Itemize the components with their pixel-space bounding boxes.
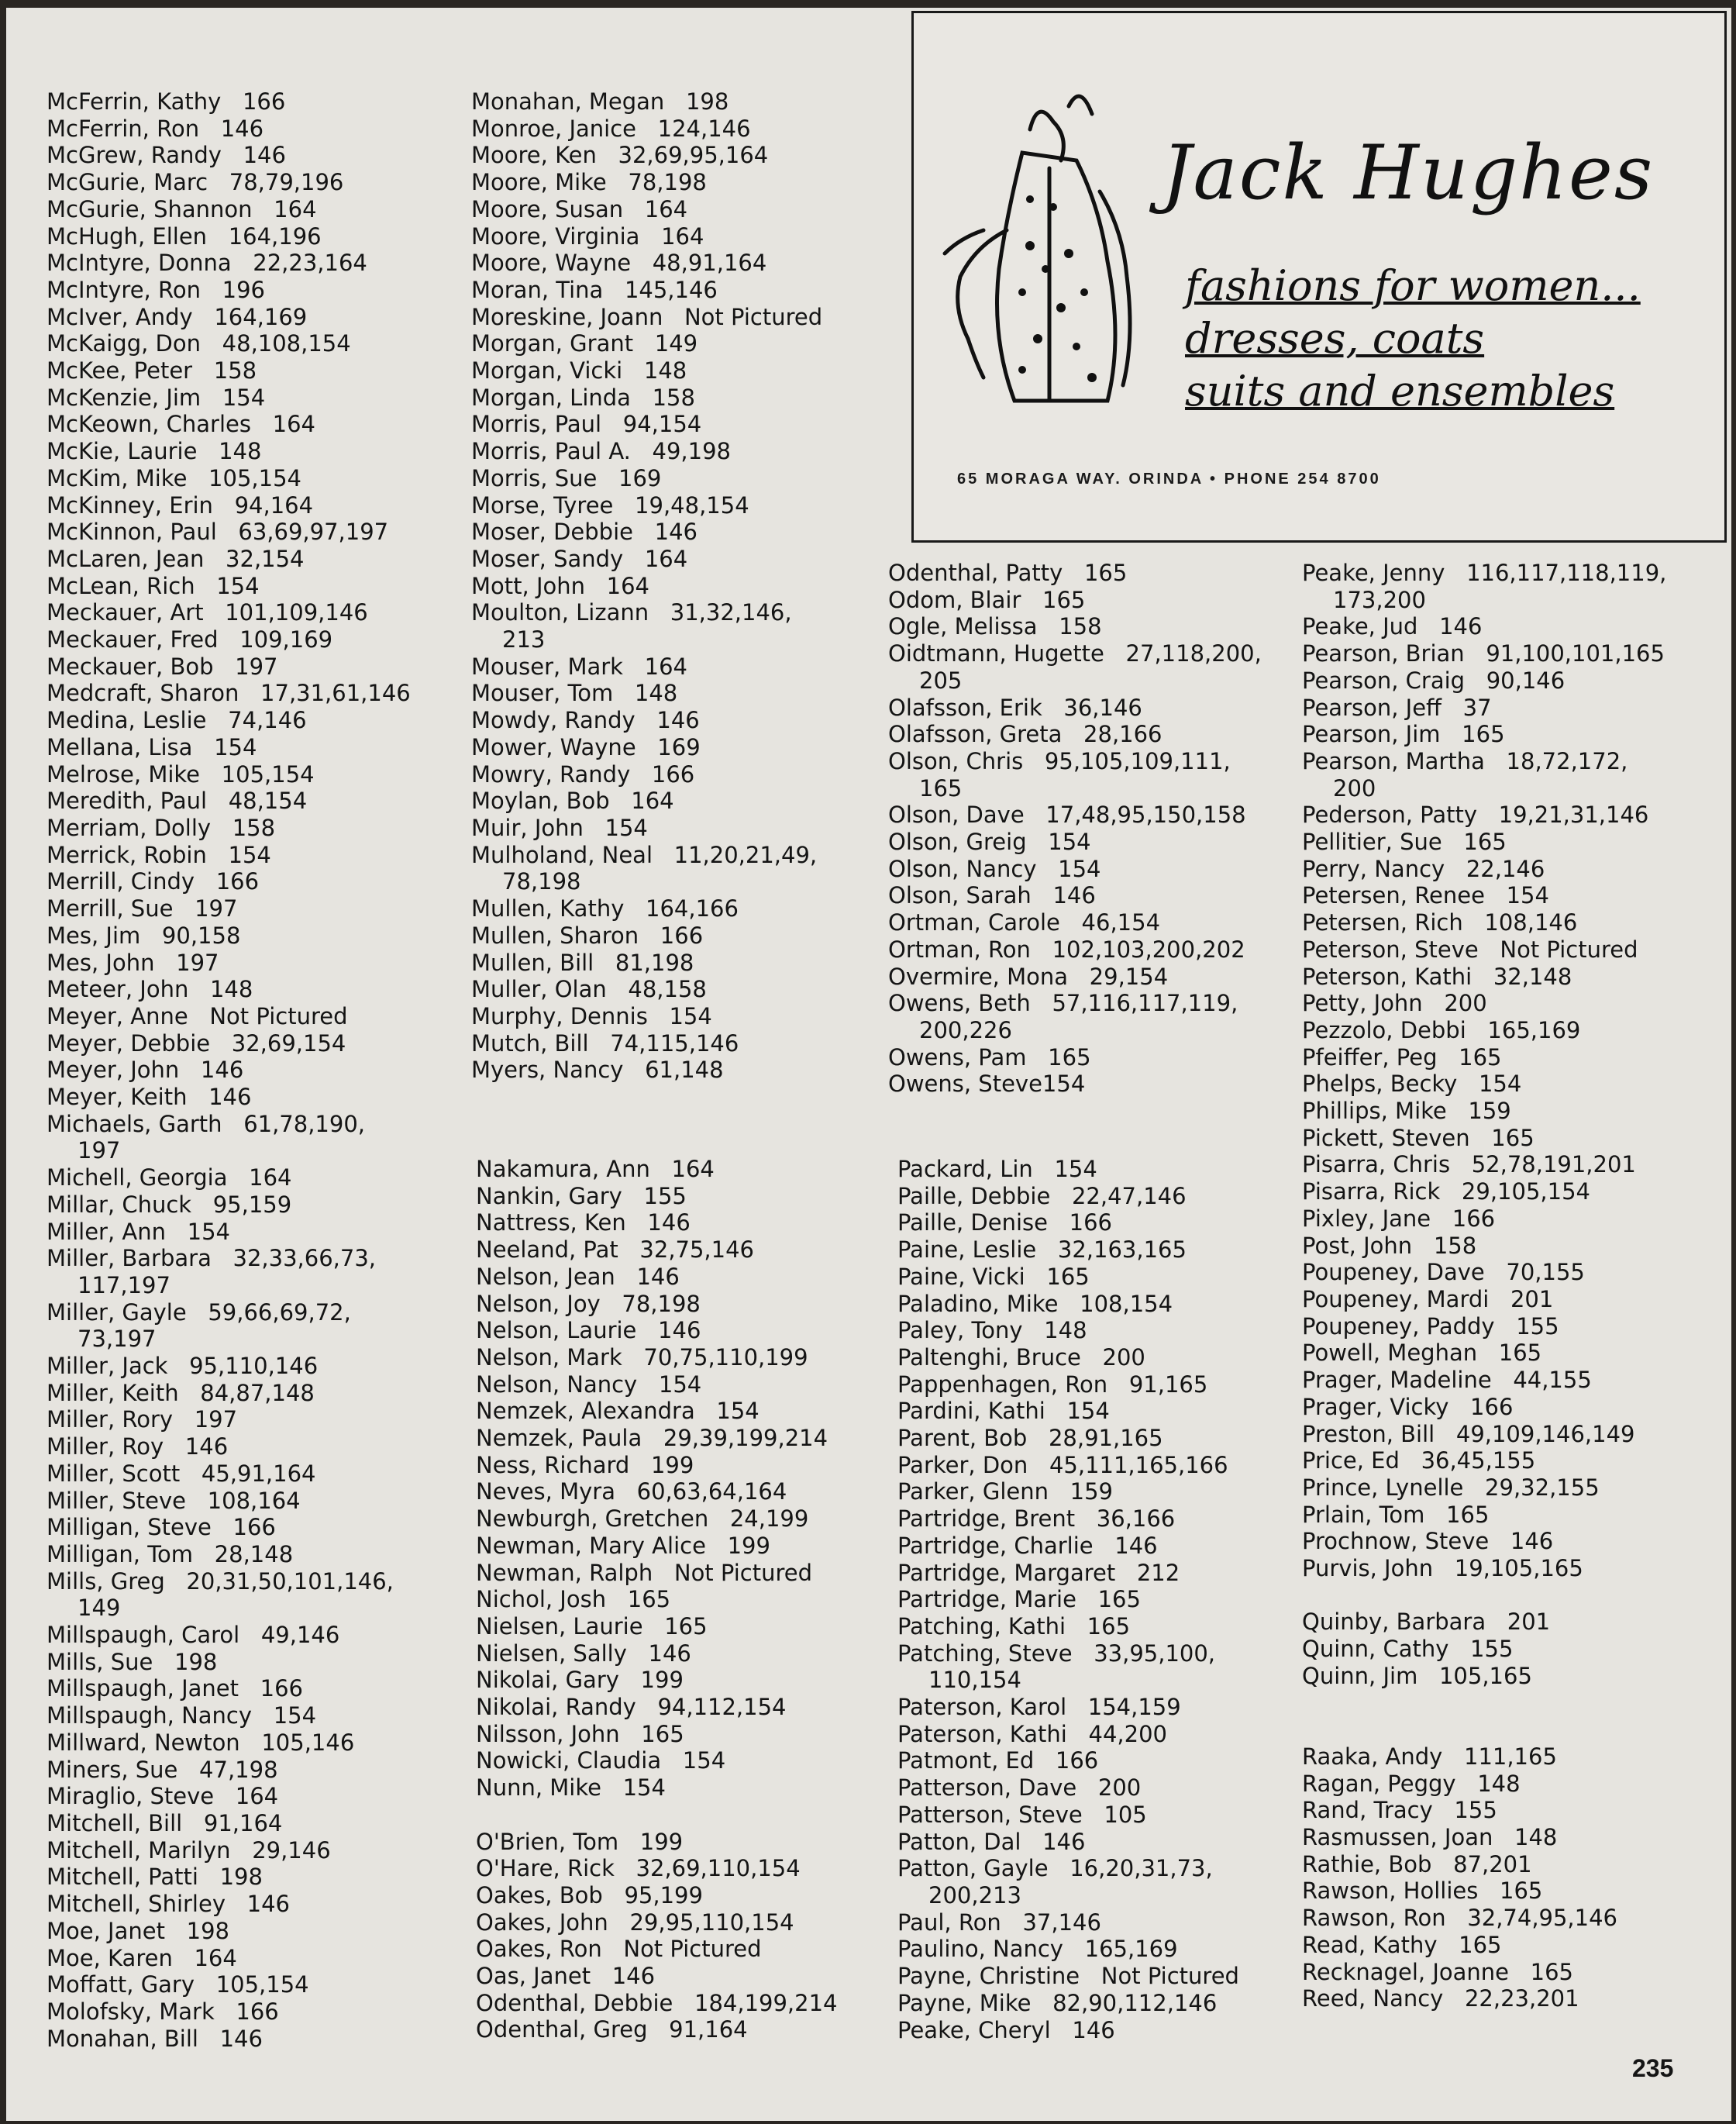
- index-entry: Mes, John 197: [46, 949, 219, 976]
- index-entry: Mower, Wayne 169: [471, 733, 701, 760]
- index-entry: McKeown, Charles 164: [46, 411, 315, 438]
- index-entry: Raaka, Andy 111,165: [1302, 1743, 1557, 1770]
- index-entry: Odom, Blair 165: [888, 586, 1086, 613]
- index-entry: Partridge, Marie 165: [897, 1586, 1141, 1613]
- index-entry: Paley, Tony 148: [897, 1317, 1087, 1344]
- index-entry: Owens, Pam 165: [888, 1043, 1091, 1071]
- index-entry: Parent, Bob 28,91,165: [897, 1425, 1163, 1452]
- index-entry: McGurie, Shannon 164: [46, 195, 317, 222]
- index-entry: Millspaugh, Carol 49,146: [46, 1622, 340, 1649]
- index-entry: Prager, Vicky 166: [1302, 1393, 1514, 1420]
- index-entry: Rasmussen, Joan 148: [1302, 1824, 1558, 1850]
- index-entry: Michell, Georgia 164: [46, 1164, 292, 1191]
- index-entry: McGrew, Randy 146: [46, 142, 286, 169]
- index-entry: 173,200: [1333, 586, 1426, 613]
- index-entry: Odenthal, Patty 165: [888, 560, 1128, 586]
- index-entry: Nowicki, Claudia 154: [476, 1747, 726, 1774]
- index-entry: Pappenhagen, Ron 91,165: [897, 1371, 1208, 1398]
- index-entry: Oakes, Bob 95,199: [476, 1881, 703, 1908]
- index-entry: Morse, Tyree 19,48,154: [471, 491, 749, 519]
- index-entry: McKinney, Erin 94,164: [46, 491, 314, 519]
- index-entry: Nelson, Mark 70,75,110,199: [476, 1343, 808, 1371]
- index-entry: Moe, Karen 164: [46, 1944, 237, 1971]
- index-entry: 205: [919, 667, 963, 694]
- index-entry: Ortman, Ron 102,103,200,202: [888, 936, 1245, 963]
- index-entry: Rawson, Ron 32,74,95,146: [1302, 1905, 1618, 1932]
- index-entry: Millward, Newton 105,146: [46, 1729, 355, 1756]
- index-entry: 197: [78, 1137, 121, 1164]
- index-entry: Monahan, Megan 198: [471, 88, 729, 115]
- index-entry: Milligan, Steve 166: [46, 1514, 276, 1541]
- index-entry: 110,154: [928, 1667, 1021, 1694]
- index-entry: Nikolai, Gary 199: [476, 1667, 684, 1694]
- index-entry: Meckauer, Art 101,109,146: [46, 599, 368, 626]
- index-entry: Pfeiffer, Peg 165: [1302, 1043, 1502, 1071]
- index-entry: Paladino, Mike 108,154: [897, 1290, 1173, 1317]
- index-entry: Merrill, Sue 197: [46, 895, 238, 922]
- index-entry: Merriam, Dolly 158: [46, 814, 276, 841]
- index-entry: Owens, Steve154: [888, 1071, 1086, 1098]
- index-entry: Odenthal, Debbie 184,199,214: [476, 1989, 838, 2016]
- index-entry: Miller, Rory 197: [46, 1406, 238, 1433]
- index-entry: Monahan, Bill 146: [46, 2025, 263, 2052]
- index-entry: Morgan, Grant 149: [471, 330, 698, 357]
- index-entry: Peterson, Kathi 32,148: [1302, 963, 1572, 990]
- index-entry: Morgan, Vicki 148: [471, 357, 687, 384]
- index-entry: Packard, Lin 154: [897, 1156, 1097, 1182]
- index-entry: Miller, Barbara 32,33,66,73,: [46, 1245, 376, 1272]
- index-entry: Mitchell, Patti 198: [46, 1864, 263, 1891]
- index-entry: Paterson, Kathi 44,200: [897, 1720, 1167, 1747]
- index-entry: Patterson, Dave 200: [897, 1774, 1142, 1802]
- index-entry: McFerrin, Ron 146: [46, 115, 264, 142]
- index-entry: Meckauer, Fred 109,169: [46, 626, 333, 653]
- index-entry: Overmire, Mona 29,154: [888, 963, 1169, 990]
- index-entry: Peake, Cheryl 146: [897, 2016, 1115, 2043]
- index-entry: McIntyre, Donna 22,23,164: [46, 250, 367, 277]
- index-entry: Poupeney, Mardi 201: [1302, 1285, 1554, 1312]
- index-entry: Meyer, Keith 146: [46, 1084, 252, 1111]
- index-entry: Patton, Dal 146: [897, 1828, 1086, 1855]
- index-entry: Partridge, Brent 36,166: [897, 1505, 1176, 1533]
- advertisement-box: [911, 11, 1727, 543]
- index-entry: Mills, Greg 20,31,50,101,146,: [46, 1567, 394, 1595]
- index-entry: Millspaugh, Janet 166: [46, 1675, 304, 1702]
- index-entry: Merrill, Cindy 166: [46, 868, 260, 895]
- index-entry: Moser, Debbie 146: [471, 519, 698, 546]
- index-entry: Paille, Debbie 22,47,146: [897, 1182, 1187, 1209]
- ad-tagline-3: suits and ensembles: [1185, 367, 1615, 415]
- index-entry: Post, John 158: [1302, 1232, 1477, 1259]
- ad-tagline-2: dresses, coats: [1185, 314, 1485, 363]
- index-entry: Neves, Myra 60,63,64,164: [476, 1478, 787, 1505]
- index-entry: Pearson, Martha 18,72,172,: [1302, 747, 1628, 774]
- index-entry: Moe, Janet 198: [46, 1917, 229, 1944]
- index-entry: McFerrin, Kathy 166: [46, 88, 286, 115]
- index-entry: McKaigg, Don 48,108,154: [46, 330, 351, 357]
- index-entry: Miraglio, Steve 164: [46, 1783, 279, 1810]
- index-entry: [1302, 1582, 1666, 1609]
- index-entry: Phelps, Becky 154: [1302, 1071, 1522, 1098]
- index-column-4: [1302, 560, 1666, 2012]
- index-entry: Poupeney, Paddy 155: [1302, 1312, 1559, 1340]
- index-entry: Pisarra, Chris 52,78,191,201: [1302, 1151, 1636, 1178]
- index-entry: Olson, Dave 17,48,95,150,158: [888, 802, 1246, 829]
- index-entry: Payne, Mike 82,90,112,146: [897, 1989, 1218, 2016]
- index-entry: Preston, Bill 49,109,146,149: [1302, 1420, 1635, 1447]
- ad-title: Jack Hughes: [1162, 129, 1655, 216]
- index-entry: Merrick, Robin 154: [46, 841, 271, 868]
- index-entry: Poupeney, Dave 70,155: [1302, 1259, 1585, 1286]
- index-entry: Moore, Virginia 164: [471, 222, 704, 250]
- index-entry: Nelson, Jean 146: [476, 1263, 680, 1290]
- index-entry: Peake, Jud 146: [1302, 613, 1483, 640]
- index-entry: McKinnon, Paul 63,69,97,197: [46, 519, 389, 546]
- index-entry: Ragan, Peggy 148: [1302, 1770, 1521, 1797]
- index-entry: Meckauer, Bob 197: [46, 653, 278, 680]
- index-entry: Parker, Glenn 159: [897, 1478, 1113, 1505]
- index-entry: Pezzolo, Debbi 165,169: [1302, 1016, 1581, 1043]
- index-entry: McHugh, Ellen 164,196: [46, 222, 322, 250]
- index-entry: Mutch, Bill 74,115,146: [471, 1029, 739, 1057]
- index-entry: Pixley, Jane 166: [1302, 1205, 1496, 1232]
- index-entry: Payne, Christine Not Pictured: [897, 1963, 1239, 1990]
- index-entry: Mitchell, Shirley 146: [46, 1891, 291, 1918]
- index-entry: 117,197: [78, 1271, 170, 1298]
- index-entry: Moffatt, Gary 105,154: [46, 1971, 309, 1998]
- index-entry: Miller, Roy 146: [46, 1433, 229, 1460]
- index-entry: 200: [1333, 774, 1376, 802]
- index-entry: Paltenghi, Bruce 200: [897, 1343, 1145, 1371]
- index-entry: McLaren, Jean 32,154: [46, 545, 305, 572]
- index-entry: Prager, Madeline 44,155: [1302, 1367, 1592, 1394]
- index-entry: McKim, Mike 105,154: [46, 464, 301, 491]
- index-entry: Pellitier, Sue 165: [1302, 829, 1507, 856]
- index-entry: Rand, Tracy 155: [1302, 1797, 1497, 1824]
- index-entry: Patching, Steve 33,95,100,: [897, 1640, 1216, 1667]
- index-entry: McKenzie, Jim 154: [46, 384, 266, 411]
- index-entry: Ogle, Melissa 158: [888, 613, 1102, 640]
- index-entry: Nelson, Nancy 154: [476, 1371, 702, 1398]
- index-entry: Mowdy, Randy 146: [471, 707, 700, 734]
- index-entry: McKie, Laurie 148: [46, 438, 262, 465]
- index-entry: Michaels, Garth 61,78,190,: [46, 1110, 365, 1137]
- index-entry: Meyer, Anne Not Pictured: [46, 1002, 348, 1029]
- index-entry: Olson, Chris 95,105,109,111,: [888, 747, 1231, 774]
- index-page: [6, 8, 1731, 2121]
- index-entry: Moran, Tina 145,146: [471, 276, 718, 303]
- index-entry: Purvis, John 19,105,165: [1302, 1555, 1583, 1582]
- index-column-1: [46, 88, 411, 2052]
- index-entry: Odenthal, Greg 91,164: [476, 2016, 748, 2043]
- index-entry: Millspaugh, Nancy 154: [46, 1702, 317, 1729]
- index-entry: Moreskine, Joann Not Pictured: [471, 303, 823, 330]
- index-entry: Perry, Nancy 22,146: [1302, 855, 1545, 882]
- index-entry: Powell, Meghan 165: [1302, 1340, 1542, 1367]
- index-entry: Medina, Leslie 74,146: [46, 707, 307, 734]
- index-entry: Mott, John 164: [471, 572, 650, 599]
- index-entry: Murphy, Dennis 154: [471, 1002, 712, 1029]
- index-entry: Pardini, Kathi 154: [897, 1398, 1110, 1425]
- index-entry: [476, 1802, 838, 1829]
- index-entry: Mullen, Sharon 166: [471, 922, 704, 949]
- index-entry: Mitchell, Marilyn 29,146: [46, 1836, 331, 1864]
- index-entry: Ortman, Carole 46,154: [888, 909, 1161, 936]
- index-entry: Paterson, Karol 154,159: [897, 1694, 1181, 1721]
- index-entry: Morris, Paul 94,154: [471, 411, 702, 438]
- index-entry: Partridge, Charlie 146: [897, 1532, 1158, 1559]
- index-entry: Oakes, Ron Not Pictured: [476, 1936, 762, 1963]
- index-entry: Prlain, Tom 165: [1302, 1501, 1490, 1528]
- index-entry: McIver, Andy 164,169: [46, 303, 308, 330]
- index-entry: Miller, Steve 108,164: [46, 1487, 301, 1514]
- dress-illustration: [914, 13, 1162, 447]
- index-entry: [1302, 1690, 1666, 1717]
- index-entry: Oakes, John 29,95,110,154: [476, 1908, 794, 1936]
- index-column-2: [471, 88, 822, 1084]
- index-entry: Nelson, Laurie 146: [476, 1317, 701, 1344]
- index-entry: Rawson, Hollies 165: [1302, 1877, 1543, 1905]
- index-entry: Morris, Sue 169: [471, 464, 662, 491]
- index-entry: Ness, Richard 199: [476, 1451, 694, 1478]
- index-entry: Meyer, Debbie 32,69,154: [46, 1029, 346, 1057]
- index-column-3-lower: [897, 1156, 1239, 2043]
- index-entry: Miller, Scott 45,91,164: [46, 1460, 316, 1487]
- index-entry: Pisarra, Rick 29,105,154: [1302, 1178, 1590, 1205]
- index-entry: Patterson, Steve 105: [897, 1801, 1147, 1828]
- index-entry: Nilsson, John 165: [476, 1720, 684, 1747]
- index-entry: Quinby, Barbara 201: [1302, 1609, 1551, 1636]
- index-column-2-lower: [476, 1156, 838, 2043]
- index-entry: Miller, Ann 154: [46, 1218, 230, 1245]
- index-entry: O'Hare, Rick 32,69,110,154: [476, 1855, 801, 1882]
- index-entry: Nemzek, Alexandra 154: [476, 1398, 760, 1425]
- index-entry: Meteer, John 148: [46, 976, 253, 1003]
- index-entry: Moore, Wayne 48,91,164: [471, 250, 767, 277]
- index-entry: Mulholand, Neal 11,20,21,49,: [471, 841, 818, 868]
- index-entry: 213: [502, 626, 546, 653]
- index-entry: Pearson, Jeff 37: [1302, 694, 1492, 721]
- index-entry: Nankin, Gary 155: [476, 1182, 687, 1209]
- index-entry: Myers, Nancy 61,148: [471, 1057, 724, 1084]
- index-entry: Recknagel, Joanne 165: [1302, 1958, 1573, 1985]
- index-entry: Reed, Nancy 22,23,201: [1302, 1985, 1579, 2012]
- index-entry: Miners, Sue 47,198: [46, 1756, 278, 1783]
- index-entry: Moser, Sandy 164: [471, 545, 688, 572]
- index-entry: 78,198: [502, 868, 581, 895]
- index-entry: 200,213: [928, 1881, 1021, 1908]
- index-entry: Mills, Sue 198: [46, 1648, 218, 1675]
- index-entry: Nelson, Joy 78,198: [476, 1290, 701, 1317]
- index-entry: Oidtmann, Hugette 27,118,200,: [888, 640, 1262, 667]
- index-entry: Peake, Jenny 116,117,118,119,: [1302, 560, 1667, 586]
- index-entry: Olson, Sarah 146: [888, 882, 1096, 909]
- index-entry: Moulton, Lizann 31,32,146,: [471, 599, 792, 626]
- index-entry: Monroe, Janice 124,146: [471, 115, 751, 142]
- index-entry: Petersen, Rich 108,146: [1302, 909, 1578, 936]
- index-entry: Nemzek, Paula 29,39,199,214: [476, 1425, 828, 1452]
- index-entry: Mowry, Randy 166: [471, 760, 695, 788]
- index-entry: Pederson, Patty 19,21,31,146: [1302, 802, 1649, 829]
- index-entry: Newman, Mary Alice 199: [476, 1532, 770, 1559]
- index-entry: Morris, Paul A. 49,198: [471, 438, 731, 465]
- index-entry: Partridge, Margaret 212: [897, 1559, 1180, 1586]
- index-entry: Miller, Gayle 59,66,69,72,: [46, 1298, 351, 1326]
- index-entry: Muller, Olan 48,158: [471, 976, 707, 1003]
- index-entry: Moylan, Bob 164: [471, 788, 674, 815]
- index-entry: Nattress, Ken 146: [476, 1209, 691, 1236]
- index-entry: McIntyre, Ron 196: [46, 276, 265, 303]
- ad-tagline-1: fashions for women...: [1185, 261, 1641, 310]
- index-entry: McLean, Rich 154: [46, 572, 260, 599]
- page-number: 235: [1632, 2054, 1674, 2082]
- index-entry: Read, Kathy 165: [1302, 1931, 1502, 1958]
- index-entry: Morgan, Linda 158: [471, 384, 695, 411]
- index-entry: Paine, Leslie 32,163,165: [897, 1236, 1187, 1264]
- index-entry: Quinn, Jim 105,165: [1302, 1662, 1532, 1689]
- index-entry: 149: [78, 1595, 121, 1622]
- index-entry: Moore, Mike 78,198: [471, 169, 707, 196]
- index-entry: McKee, Peter 158: [46, 357, 257, 384]
- index-entry: Patching, Kathi 165: [897, 1612, 1131, 1640]
- index-entry: Nakamura, Ann 164: [476, 1156, 715, 1182]
- index-entry: Pearson, Craig 90,146: [1302, 667, 1566, 694]
- index-entry: Meyer, John 146: [46, 1057, 244, 1084]
- ad-address: 65 MORAGA WAY. ORINDA • PHONE 254 8700: [957, 471, 1381, 488]
- index-entry: Olafsson, Greta 28,166: [888, 721, 1162, 748]
- index-entry: O'Brien, Tom 199: [476, 1828, 684, 1855]
- index-entry: Mes, Jim 90,158: [46, 922, 241, 949]
- index-entry: Olson, Nancy 154: [888, 855, 1101, 882]
- index-entry: 200,226: [919, 1016, 1012, 1043]
- index-entry: Nichol, Josh 165: [476, 1586, 671, 1613]
- index-entry: Molofsky, Mark 166: [46, 1998, 279, 2025]
- index-entry: Nielsen, Sally 146: [476, 1640, 691, 1667]
- index-entry: Pearson, Brian 91,100,101,165: [1302, 640, 1665, 667]
- index-entry: Medcraft, Sharon 17,31,61,146: [46, 680, 411, 707]
- index-entry: Mellana, Lisa 154: [46, 733, 257, 760]
- index-entry: Paille, Denise 166: [897, 1209, 1112, 1236]
- index-entry: Neeland, Pat 32,75,146: [476, 1236, 755, 1264]
- index-entry: 165: [919, 774, 963, 802]
- index-entry: Olafsson, Erik 36,146: [888, 694, 1142, 721]
- index-entry: Nikolai, Randy 94,112,154: [476, 1694, 787, 1721]
- index-entry: Pickett, Steven 165: [1302, 1124, 1534, 1151]
- index-entry: [1302, 1716, 1666, 1743]
- index-entry: Olson, Greig 154: [888, 829, 1091, 856]
- index-entry: Owens, Beth 57,116,117,119,: [888, 990, 1238, 1017]
- index-entry: Muir, John 154: [471, 814, 648, 841]
- index-entry: Phillips, Mike 159: [1302, 1098, 1511, 1125]
- index-column-3: [888, 560, 1262, 1098]
- index-entry: Moore, Ken 32,69,95,164: [471, 142, 769, 169]
- index-entry: Quinn, Cathy 155: [1302, 1636, 1514, 1663]
- index-entry: Price, Ed 36,45,155: [1302, 1447, 1536, 1474]
- index-entry: Mitchell, Bill 91,164: [46, 1810, 283, 1836]
- index-entry: 73,197: [78, 1326, 157, 1353]
- index-entry: Moore, Susan 164: [471, 195, 688, 222]
- index-entry: Millar, Chuck 95,159: [46, 1191, 292, 1218]
- index-entry: Mouser, Mark 164: [471, 653, 687, 680]
- index-entry: Mullen, Bill 81,198: [471, 949, 694, 976]
- index-entry: Prince, Lynelle 29,32,155: [1302, 1474, 1600, 1501]
- index-entry: Mullen, Kathy 164,166: [471, 895, 739, 922]
- index-entry: Petty, John 200: [1302, 990, 1487, 1017]
- index-entry: Paine, Vicki 165: [897, 1263, 1090, 1290]
- index-entry: Oas, Janet 146: [476, 1963, 656, 1990]
- index-entry: Newburgh, Gretchen 24,199: [476, 1505, 809, 1533]
- index-entry: Petersen, Renee 154: [1302, 882, 1549, 909]
- index-entry: Parker, Don 45,111,165,166: [897, 1451, 1228, 1478]
- index-entry: Paulino, Nancy 165,169: [897, 1936, 1178, 1963]
- index-entry: Paul, Ron 37,146: [897, 1908, 1101, 1936]
- index-entry: Patton, Gayle 16,20,31,73,: [897, 1855, 1213, 1882]
- index-entry: Nielsen, Laurie 165: [476, 1612, 708, 1640]
- index-entry: Peterson, Steve Not Pictured: [1302, 936, 1638, 963]
- index-entry: Milligan, Tom 28,148: [46, 1540, 294, 1567]
- index-entry: Melrose, Mike 105,154: [46, 760, 315, 788]
- index-entry: Miller, Keith 84,87,148: [46, 1379, 315, 1406]
- index-entry: Patmont, Ed 166: [897, 1747, 1099, 1774]
- index-entry: Newman, Ralph Not Pictured: [476, 1559, 813, 1586]
- index-entry: Prochnow, Steve 146: [1302, 1528, 1554, 1555]
- index-entry: Nunn, Mike 154: [476, 1774, 666, 1802]
- index-entry: Meredith, Paul 48,154: [46, 788, 308, 815]
- index-entry: McGurie, Marc 78,79,196: [46, 169, 344, 196]
- index-entry: Pearson, Jim 165: [1302, 721, 1505, 748]
- index-entry: Miller, Jack 95,110,146: [46, 1353, 319, 1380]
- index-entry: Rathie, Bob 87,201: [1302, 1850, 1532, 1877]
- index-entry: Mouser, Tom 148: [471, 680, 678, 707]
